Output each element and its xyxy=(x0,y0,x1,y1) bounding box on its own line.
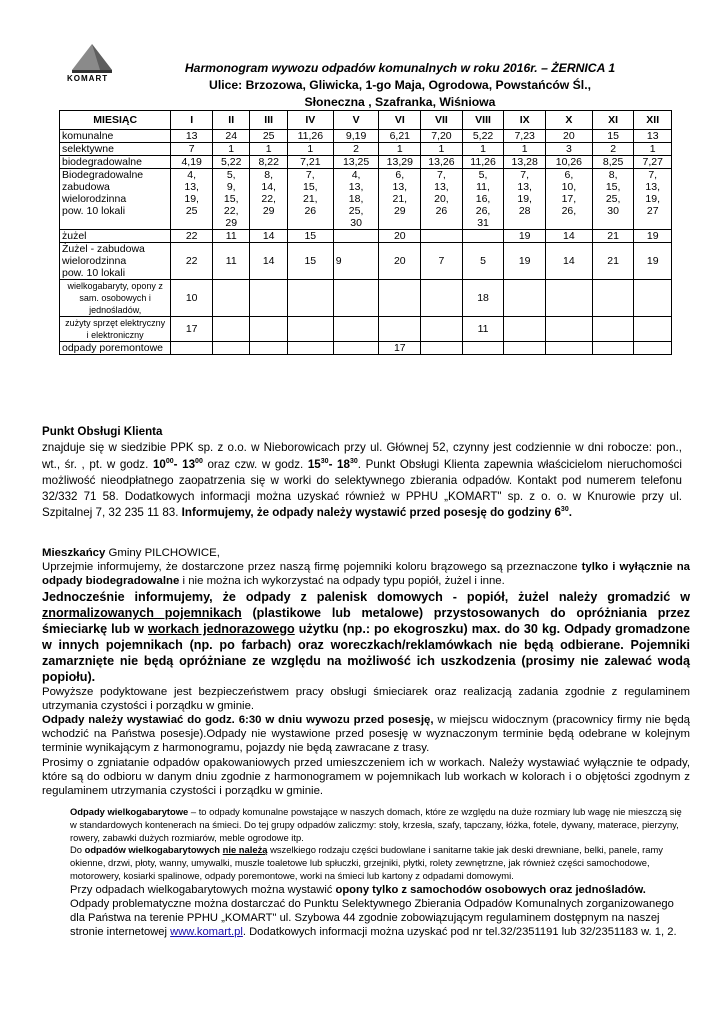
date-cell xyxy=(421,230,463,243)
date-cell: 7, 13, 19, 27 xyxy=(634,169,672,230)
month-cell: I xyxy=(171,111,213,130)
date-cell xyxy=(287,317,333,342)
residents-notice xyxy=(42,546,690,798)
date-cell xyxy=(333,280,379,317)
date-cell: 2 xyxy=(592,143,634,156)
date-cell: 1 xyxy=(634,143,672,156)
date-cell: 1 xyxy=(462,143,504,156)
table-row xyxy=(60,342,672,355)
logo-text: KOMART xyxy=(67,74,109,83)
date-cell: 8,22 xyxy=(250,156,287,169)
date-cell: 4, 13, 18, 25, 30 xyxy=(333,169,379,230)
date-cell xyxy=(287,342,333,355)
date-cell: 13 xyxy=(171,130,213,143)
date-cell xyxy=(287,280,333,317)
month-cell: X xyxy=(545,111,592,130)
date-cell: 7 xyxy=(421,243,463,280)
date-cell: 7,21 xyxy=(287,156,333,169)
waste-type-label: biodegradowalne xyxy=(60,156,171,169)
date-cell: 14 xyxy=(545,230,592,243)
date-cell: 1 xyxy=(379,143,421,156)
date-cell: 15 xyxy=(287,230,333,243)
date-cell xyxy=(634,342,672,355)
residents-paragraph-4: Odpady należy wystawiać do godz. 6:30 w dniu wywozu przed posesję, w miejscu widocznym (pracownicy firmy nie będą wchodzić na Państwa posesje).Odpady nie wystawione przed posesję w wyznaczonym terminie będą odebrane w kolejnym terminie wynikającym z harmonogramu, pojazdy nie będą zawracane z trasy. xyxy=(42,714,690,755)
date-cell xyxy=(421,317,463,342)
date-cell: 19 xyxy=(504,243,546,280)
schedule-table xyxy=(59,110,672,355)
date-cell xyxy=(504,317,546,342)
waste-type-label: Żużel - zabudowa wielorodzinna pow. 10 lokali xyxy=(60,243,171,280)
title-line-3: Słoneczna , Szafranka, Wiśniowa xyxy=(304,95,496,109)
date-cell: 1 xyxy=(250,143,287,156)
date-cell: 19 xyxy=(504,230,546,243)
date-cell: 13 xyxy=(634,130,672,143)
bulky-waste-tyres: Przy odpadach wielkogabarytowych można wystawić opony tylko z samochodów osobowych oraz jednośladów. xyxy=(70,883,646,896)
table-row xyxy=(60,280,672,317)
month-cell: VII xyxy=(421,111,463,130)
date-cell: 19 xyxy=(634,230,672,243)
date-cell xyxy=(592,342,634,355)
date-cell: 20 xyxy=(545,130,592,143)
date-cell: 15 xyxy=(592,130,634,143)
date-cell: 8, 15, 25, 30 xyxy=(592,169,634,230)
date-cell xyxy=(171,342,213,355)
date-cell: 14 xyxy=(545,243,592,280)
date-cell: 21 xyxy=(592,230,634,243)
date-cell: 11,26 xyxy=(287,130,333,143)
residents-paragraph-2: Jednocześnie informujemy, że odpady z palenisk domowych - popiół, żużel należy gromadzić w znormalizowanych pojemnikach (plastikowe lub metalowe) przystosowanych do opróżniania przez śmieciarkę lub w workach jednorazowego użytku (np.: po ekogroszku) max. do 30 kg. Odpady gromadzone w innych pojemnikach (np. po farbach) oraz woreczkach/reklamówkach nie będą odbierane. Pojemniki zamarznięte nie będą opróżniane ze względu na możliwość ich uszkodzenia (prosimy nie zalewać wodą popiołu). xyxy=(42,589,691,684)
table-row xyxy=(60,230,672,243)
date-cell: 6, 13, 21, 29 xyxy=(379,169,421,230)
date-cell: 22 xyxy=(171,243,213,280)
date-cell xyxy=(592,280,634,317)
date-cell xyxy=(462,342,504,355)
date-cell: 9,19 xyxy=(333,130,379,143)
waste-type-label: selektywne xyxy=(60,143,171,156)
date-cell: 13,28 xyxy=(504,156,546,169)
date-cell: 21 xyxy=(592,243,634,280)
date-cell: 13,29 xyxy=(379,156,421,169)
date-cell xyxy=(592,317,634,342)
date-cell: 5, 9, 15, 22, 29 xyxy=(212,169,249,230)
date-cell xyxy=(634,280,672,317)
customer-service-text: znajduje się w siedzibie PPK sp. z o.o. w Nieborowicach przy ul. Głównej 52, czynny jest codziennie w dni robocze: pon., wt., śr. , pt. w godz. $10^{00}-$ $13^{00}$ oraz czw. w godz. $15^{30}-$ $18^{30}$. Punkt Obsługi Klienta zapewnia właścicielom nieruchomości możliwość nieodpłatnego zaopatrzenia się w worki do selektywnego zbierania odpadów. Kontakt pod numerem telefonu 32/332 71 58. Dodatkowych informacji można uzyskać również w PPHU „KOMART" sp. z o. o. w Knurowie przy ul. Szpitalnej 7, 32 235 11 83. Informujemy, że odpady należy wystawić przed posesję do godziny $6^{30}$. xyxy=(42,441,683,520)
date-cell xyxy=(212,342,249,355)
bulky-waste-info xyxy=(70,806,682,939)
date-cell: 5,22 xyxy=(212,156,249,169)
waste-type-label: żużel xyxy=(60,230,171,243)
date-cell: 7,20 xyxy=(421,130,463,143)
date-cell xyxy=(545,280,592,317)
date-cell: 20 xyxy=(379,230,421,243)
bulky-waste-definition: Odpady wielkogabarytowe – to odpady komunalne powstające w naszych domach, które ze względu na duże rozmiary lub wagę nie mieszczą się w standardowych kontenerach na śmieci. Do tej grupy odpadów zaliczmy: stoły, krzesła, szafy, tapczany, łóżka, fotele, dywany, materace, pierzyny, rowery, zabawki dużych rozmiarów, meble ogrodowe itp. xyxy=(70,806,682,843)
problematic-waste-info: Odpady problematyczne można dostarczać do Punktu Selektywnego Zbierania Odpadów Komunalnych zorganizowanego dla Państwa na terenie PPHU „KOMART" ul. Szybowa 44 zgodnie zobowiązującym regulaminem dostępnym na naszej stronie internetowej www.komart.pl. Dodatkowych informacji można uzyskać pod nr tel.32/2351191 lub 32/2351183 w. 1, 2. xyxy=(70,897,677,938)
bulky-waste-exclusions: Do odpadów wielkogabarytowych nie należą wszelkiego rodzaju części budowlane i sanitarne takie jak deski drewniane, belki, panele, ramy okienne, drzwi, płoty, wanny, umywalki, muszle toaletowe lub spłuczki, grzejniki, płytki, rolety zewnętrzne, jak również części samochodowe, motorowery, kosiarki spalinowe, odpady poremontowe, worki na śmieci lub kartony z odpadami domowymi. xyxy=(70,844,663,881)
document-title xyxy=(160,60,640,111)
date-cell xyxy=(379,317,421,342)
date-cell xyxy=(212,280,249,317)
date-cell: 5, 11, 16, 26, 31 xyxy=(462,169,504,230)
date-cell: 1 xyxy=(421,143,463,156)
title-line-1: Harmonogram wywozu odpadów komunalnych w roku 2016r. – ŻERNICA 1 xyxy=(184,61,616,75)
table-row xyxy=(60,169,672,230)
month-cell: XI xyxy=(592,111,634,130)
date-cell: 25 xyxy=(250,130,287,143)
date-cell: 9 xyxy=(333,243,379,280)
date-cell: 13,26 xyxy=(421,156,463,169)
date-cell xyxy=(333,317,379,342)
date-cell: 20 xyxy=(379,243,421,280)
date-cell: 18 xyxy=(462,280,504,317)
date-cell: 5,22 xyxy=(462,130,504,143)
date-cell xyxy=(462,230,504,243)
month-cell: VI xyxy=(379,111,421,130)
title-line-2: Ulice: Brzozowa, Gliwicka, 1-go Maja, Ogrodowa, Powstańców Śl., xyxy=(209,78,591,92)
date-cell xyxy=(250,342,287,355)
date-cell: 13,25 xyxy=(333,156,379,169)
date-cell: 17 xyxy=(379,342,421,355)
date-cell: 7, 13, 20, 26 xyxy=(421,169,463,230)
waste-type-label: zużyty sprzęt elektryczny i elektroniczny xyxy=(60,317,171,342)
waste-type-label: wielkogabaryty, opony z sam. osobowych i jednośladów, xyxy=(60,280,171,317)
table-row xyxy=(60,243,672,280)
month-cell: VIII xyxy=(462,111,504,130)
date-cell xyxy=(545,317,592,342)
date-cell xyxy=(250,280,287,317)
date-cell: 14 xyxy=(250,230,287,243)
table-row xyxy=(60,317,672,342)
date-cell: 11 xyxy=(212,230,249,243)
month-cell: IX xyxy=(504,111,546,130)
date-cell: 8,25 xyxy=(592,156,634,169)
date-cell xyxy=(421,280,463,317)
date-cell: 6, 10, 17, 26, xyxy=(545,169,592,230)
date-cell: 6,21 xyxy=(379,130,421,143)
date-cell: 7,27 xyxy=(634,156,672,169)
date-cell: 7, 13, 19, 28 xyxy=(504,169,546,230)
date-cell: 10 xyxy=(171,280,213,317)
date-cell xyxy=(250,317,287,342)
residents-heading: Mieszkańcy Gminy PILCHOWICE, xyxy=(42,547,220,559)
date-cell xyxy=(333,342,379,355)
date-cell: 7, 15, 21, 26 xyxy=(287,169,333,230)
date-cell: 11 xyxy=(462,317,504,342)
table-header-row xyxy=(60,111,672,130)
date-cell: 1 xyxy=(212,143,249,156)
date-cell: 5 xyxy=(462,243,504,280)
date-cell: 4, 13, 19, 25 xyxy=(171,169,213,230)
date-cell xyxy=(504,280,546,317)
date-cell xyxy=(634,317,672,342)
waste-type-label: odpady poremontowe xyxy=(60,342,171,355)
month-cell: IV xyxy=(287,111,333,130)
residents-paragraph-5: Prosimy o zgniatanie odpadów opakowaniowych przed umieszczeniem ich w workach. Należy wystawiać wyłącznie te odpady, które są do odbioru w danym dniu zgodnie z harmonogramem w pojemnikach lub workach w kolorach i o objętości zgodnym z regulaminem utrzymania czystości i porządku w gminie. xyxy=(42,756,690,798)
komart-website-link[interactable]: www.komart.pl xyxy=(170,925,243,938)
date-cell: 7,23 xyxy=(504,130,546,143)
date-cell xyxy=(333,230,379,243)
date-cell: 22 xyxy=(171,230,213,243)
table-row xyxy=(60,156,672,169)
date-cell: 11 xyxy=(212,243,249,280)
month-cell: V xyxy=(333,111,379,130)
date-cell: 11,26 xyxy=(462,156,504,169)
table-row xyxy=(60,130,672,143)
date-cell xyxy=(504,342,546,355)
date-cell xyxy=(379,280,421,317)
waste-type-label: komunalne xyxy=(60,130,171,143)
date-cell xyxy=(212,317,249,342)
date-cell: 10,26 xyxy=(545,156,592,169)
date-cell: 4,19 xyxy=(171,156,213,169)
residents-paragraph-3: Powyższe podyktowane jest bezpieczeństwem pracy obsługi śmieciarek oraz realizacją zadania zgodnie z regulaminem utrzymania czystości i porządku w gminie. xyxy=(42,685,690,712)
date-cell: 8, 14, 22, 29 xyxy=(250,169,287,230)
month-header-cell: MIESIĄC xyxy=(60,111,171,130)
date-cell: 14 xyxy=(250,243,287,280)
date-cell: 7 xyxy=(171,143,213,156)
date-cell: 24 xyxy=(212,130,249,143)
customer-service-section xyxy=(42,424,682,522)
waste-type-label: Biodegradowalne zabudowa wielorodzinna pow. 10 lokali xyxy=(60,169,171,230)
month-cell: II xyxy=(212,111,249,130)
table-row xyxy=(60,143,672,156)
customer-service-heading: Punkt Obsługi Klienta xyxy=(42,425,163,438)
date-cell: 1 xyxy=(287,143,333,156)
date-cell: 2 xyxy=(333,143,379,156)
month-cell: XII xyxy=(634,111,672,130)
date-cell: 19 xyxy=(634,243,672,280)
date-cell: 1 xyxy=(504,143,546,156)
date-cell xyxy=(421,342,463,355)
month-cell: III xyxy=(250,111,287,130)
date-cell: 3 xyxy=(545,143,592,156)
date-cell: 15 xyxy=(287,243,333,280)
residents-paragraph-1: Uprzejmie informujemy, że dostarczone przez naszą firmę pojemniki koloru brązowego są przeznaczone tylko i wyłącznie na odpady biodegradowalne i nie można ich wykorzystać na odpady typu popiół, żużel i inne. xyxy=(42,561,690,588)
date-cell: 17 xyxy=(171,317,213,342)
date-cell xyxy=(545,342,592,355)
